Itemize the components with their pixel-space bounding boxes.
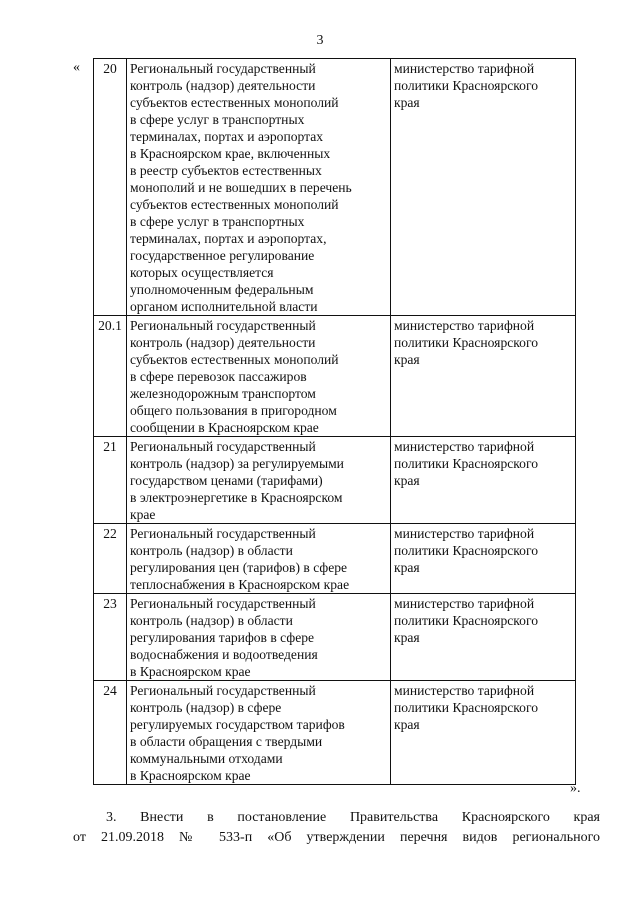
paragraph-line-2: от 21.09.2018 № 533-п «Об утверждении перечня видов регионального xyxy=(73,830,600,845)
responsible-authority: министерство тарифной политики Красноярского края xyxy=(391,681,576,785)
control-type-name: Региональный государственный контроль (надзор) в области регулирования цен (тарифов) в сфере теплоснабжения в Красноярском крае xyxy=(127,524,391,594)
row-number: 20 xyxy=(94,59,127,316)
responsible-authority: министерство тарифной политики Красноярского края xyxy=(391,437,576,524)
control-types-table xyxy=(93,58,576,785)
page-number: 3 xyxy=(316,33,324,48)
row-number: 22 xyxy=(94,524,127,594)
table-row xyxy=(94,594,576,681)
responsible-authority: министерство тарифной политики Красноярского края xyxy=(391,316,576,437)
table-row xyxy=(94,59,576,316)
control-type-name: Региональный государственный контроль (надзор) за регулируемыми государством ценами (тарифами) в электроэнергетике в Красноярском крае xyxy=(127,437,391,524)
table-row xyxy=(94,681,576,785)
control-type-name: Региональный государственный контроль (надзор) в области регулирования тарифов в сфере водоснабжения и водоотведения в Красноярском крае xyxy=(127,594,391,681)
control-type-name: Региональный государственный контроль (надзор) деятельности субъектов естественных монополий в сфере перевозок пассажиров железнодорожным транспортом общего пользования в пригородном сообщении в Красноярском крае xyxy=(127,316,391,437)
responsible-authority: министерство тарифной политики Красноярского края xyxy=(391,524,576,594)
responsible-authority: министерство тарифной политики Красноярского края xyxy=(391,59,576,316)
control-type-name: Региональный государственный контроль (надзор) в сфере регулируемых государством тарифов в области обращения с твердыми коммунальными отходами в Красноярском крае xyxy=(127,681,391,785)
row-number: 20.1 xyxy=(94,316,127,437)
opening-quote: « xyxy=(73,60,80,75)
responsible-authority: министерство тарифной политики Красноярского края xyxy=(391,594,576,681)
closing-quote: ». xyxy=(570,781,581,796)
row-number: 21 xyxy=(94,437,127,524)
control-type-name: Региональный государственный контроль (надзор) деятельности субъектов естественных монополий в сфере услуг в транспортных терминалах, портах и аэропортах в Красноярском крае, включенных в реестр субъектов естественных монополий и не вошедших в перечень субъектов естественных монополий в сфере услуг в транспортных терминалах, портах и аэропортах, государственное регулирование которых осуществляется уполномоченным федеральным органом исполнительной власти xyxy=(127,59,391,316)
paragraph-line-1: 3. Внести в постановление Правительства Красноярского края xyxy=(106,810,600,825)
table-row xyxy=(94,316,576,437)
table-row xyxy=(94,524,576,594)
row-number: 24 xyxy=(94,681,127,785)
table-row xyxy=(94,437,576,524)
row-number: 23 xyxy=(94,594,127,681)
